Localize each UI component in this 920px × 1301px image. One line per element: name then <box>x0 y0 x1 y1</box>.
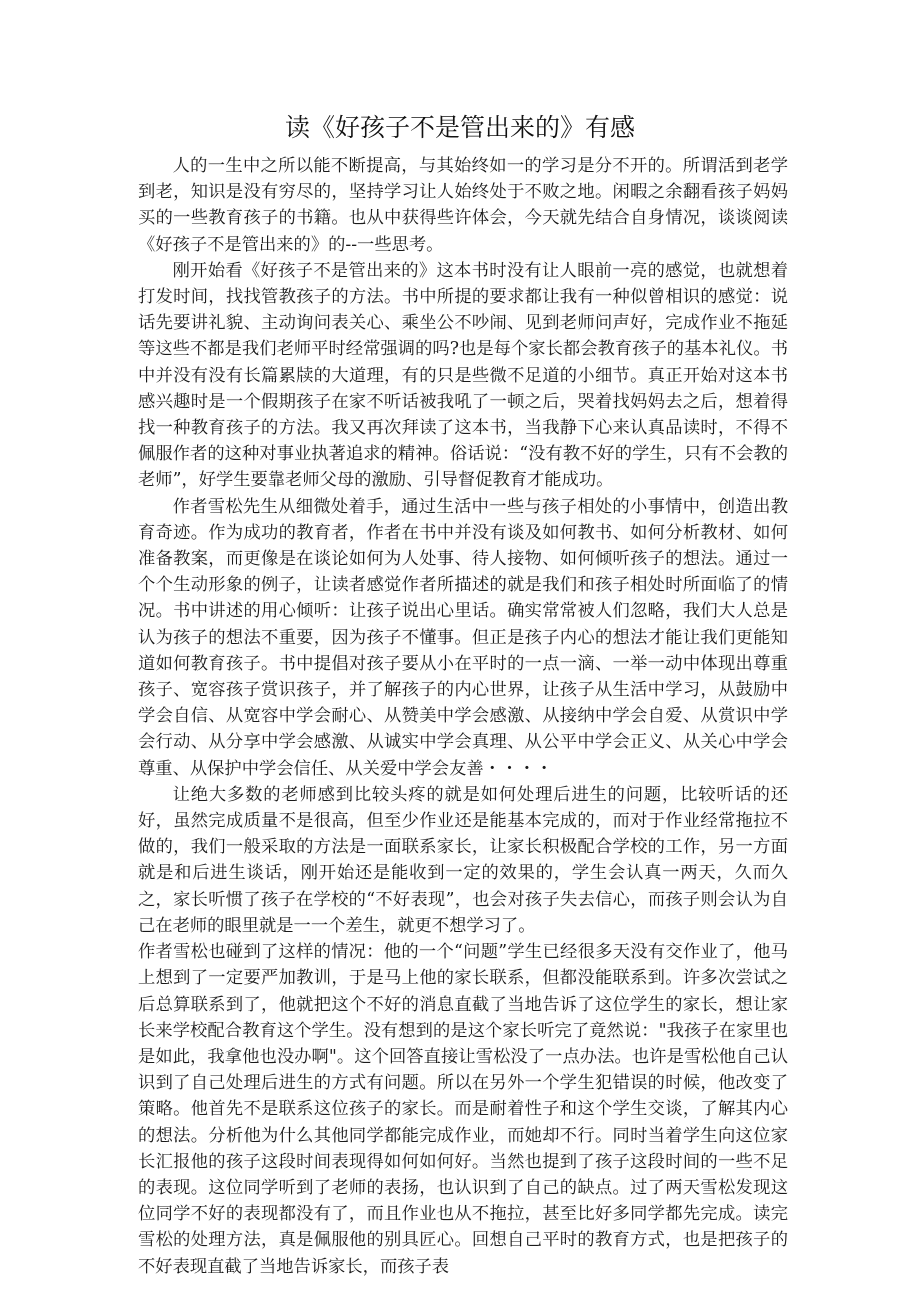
paragraph-author-example: 作者雪松也碰到了这样的情况：他的一个“问题”学生已经很多天没有交作业了，他马上想到了一定要严加教训，于是马上他的家长联系，但都没能联系到。许多次尝试之后总算联系到了，他就把这个不好的消息直截了当地告诉了这位学生的家长，想让家长来学校配合教育这个学生。没有想到的是这个家长听完了竟然说："我孩子在家里也是如此，我拿他也没办啊"。这个回答直接让雪松没了一点办法。也许是雪松他自己认识到了自己处理后进生的方式有问题。所以在另外一个学生犯错误的时候，他改变了策略。他首先不是联系这位孩子的家长。而是耐着性子和这个学生交谈，了解其内心的想法。分析他为什么其他同学都能完成作业，而她却不行。同时当着学生向这位家长汇报他的孩子这段时间表现得如何如何好。当然也提到了孩子这段时间的一些不足的表现。这位同学听到了老师的表扬，也认识到了自己的缺点。过了两天雪松发现这位同学不好的表现都没有了，而且作业也从不拖拉，甚至比好多同学都先完成。读完雪松的处理方法，真是佩服他的别具匠心。回想自己平时的教育方式，也是把孩子的不好表现直截了当地告诉家长，而孩子表 <box>138 942 788 1277</box>
paragraph-intro: 人的一生中之所以能不断提高，与其始终如一的学习是分不开的。所谓活到老学到老，知识是没有穷尽的，坚持学习让人始终处于不败之地。闲暇之余翻看孩子妈妈买的一些教育孩子的书籍。也从中获得些许体会，今天就先结合自身情况，谈谈阅读《好孩子不是管出来的》的--一些思考。 <box>138 156 788 255</box>
document-title: 读《好孩子不是管出来的》有感 <box>284 113 635 142</box>
paragraph-first-reading: 刚开始看《好孩子不是管出来的》这本书时没有让人眼前一亮的感觉，也就想着打发时间，找找管教孩子的方法。书中所提的要求都让我有一种似曾相识的感觉：说话先要讲礼貌、主动询问表关心、乘坐公不吵闹、见到老师问声好，完成作业不拖延等这些不都是我们老师平时经常强调的吗?也是每个家长都会教育孩子的基本礼仪。书中并没有没有长篇累牍的大道理，有的只是些微不足道的小细节。真正开始对这本书感兴趣时是一个假期孩子在家不听话被我吼了一顿之后，哭着找妈妈去之后，想着得找一种教育孩子的方法。我又再次拜读了这本书，当我静下心来认真品读时，不得不佩服作者的这种对事业执著追求的精神。俗话说：“没有教不好的学生，只有不会教的老师”，好学生要靠老师父母的激励、引导督促教育才能成功。 <box>138 260 788 491</box>
paragraph-struggling-students: 让绝大多数的老师感到比较头疼的就是如何处理后进生的问题，比较听话的还好，虽然完成质量不是很高，但至少作业还是能基本完成的，而对于作业经常拖拉不做的，我们一般采取的方法是一面联系家长，让家长积极配合学校的工作，另一方面就是和后进生谈话，刚开始还是能收到一定的效果的，学生会认真一两天，久而久之，家长听惯了孩子在学校的“不好表现”，也会对孩子失去信心，而孩子则会认为自己在老师的眼里就是一一个差生，就更不想学习了。 <box>138 784 788 936</box>
document-body <box>138 153 788 1280</box>
paragraph-author-approach: 作者雪松先生从细微处着手，通过生活中一些与孩子相处的小事情中，创造出教育奇迹。作为成功的教育者，作者在书中并没有谈及如何教书、如何分析教材、如何准备教案，而更像是在谈论如何为人处事、待人接物、如何倾听孩子的想法。通过一个个生动形象的例子，让读者感觉作者所描述的就是我们和孩子相处时所面临了的情况。书中讲述的用心倾听：让孩子说出心里话。确实常常被人们忽略，我们大人总是认为孩子的想法不重要，因为孩子不懂事。但正是孩子内心的想法才能让我们更能知道如何教育孩子。书中提倡对孩子要从小在平时的一点一滴、一举一动中体现出尊重孩子、宽容孩子赏识孩子，并了解孩子的内心世界，让孩子从生活中学习，从鼓励中学会自信、从宽容中学会耐心、从赞美中学会感激、从接纳中学会自爱、从赏识中学会行动、从分享中学会感激、从诚实中学会真理、从公平中学会正义、从关心中学会尊重、从保护中学会信任、从关爱中学会友善・・・・ <box>138 496 788 779</box>
